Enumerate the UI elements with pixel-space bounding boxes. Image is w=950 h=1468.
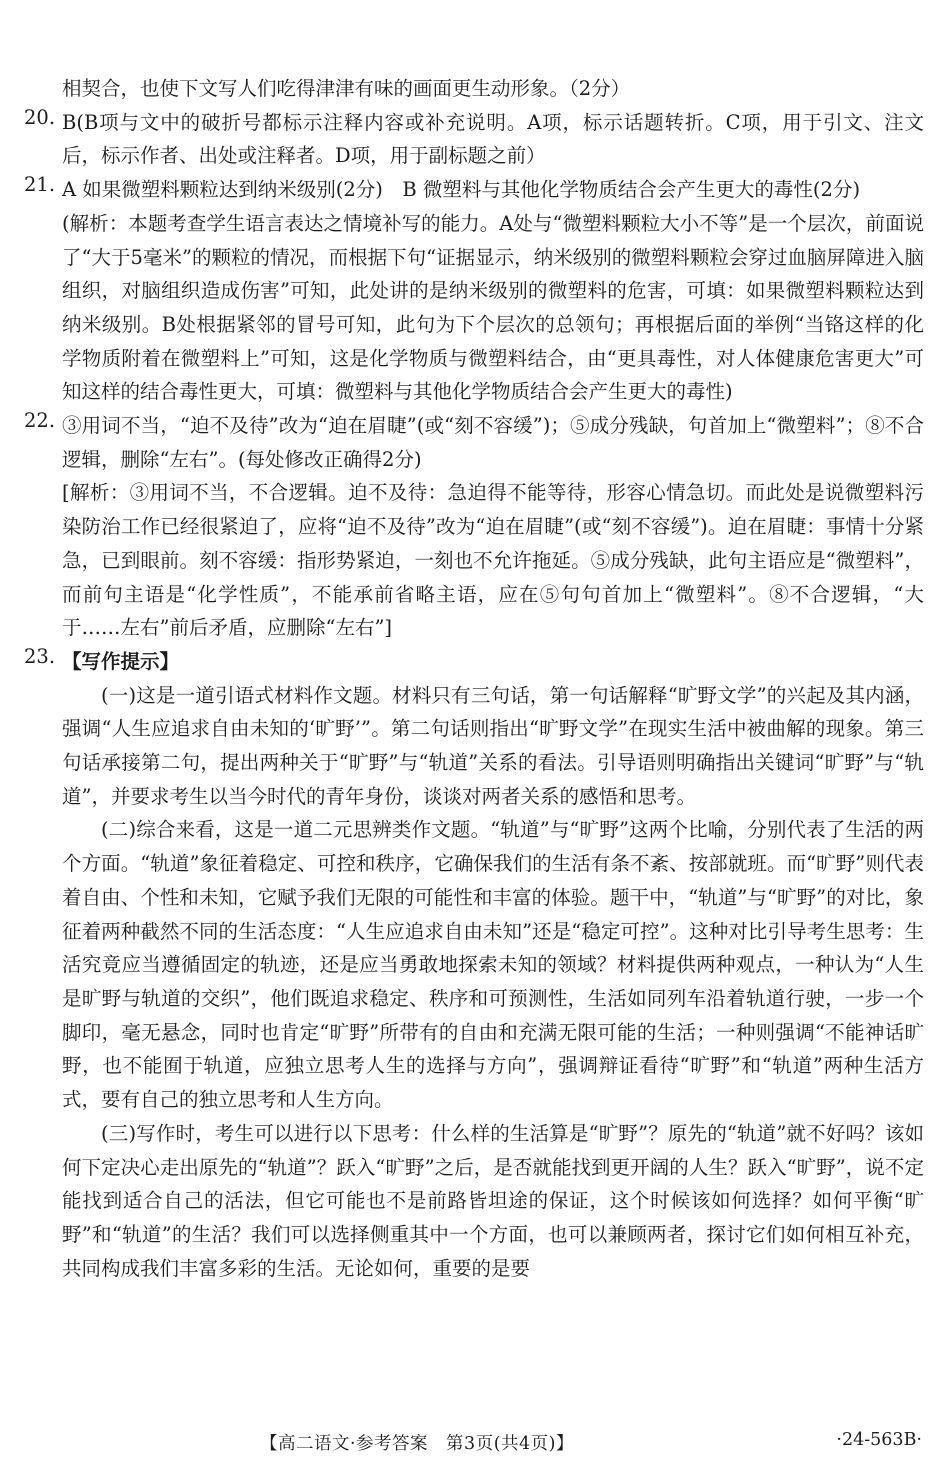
question-20 <box>24 106 924 173</box>
question-number: 20. <box>24 105 56 129</box>
question-21 <box>24 173 924 409</box>
analysis-text: [解析：③用词不当，不合逻辑。迫不及待：急迫得不能等待，形容心情急切。而此处是说微塑料污染防治工作已经很紧迫了，应将“迫不及待”改为“迫在眉睫”(或“刻不容缓”)。迫在眉睫：事情十分紧急，已到眼前。刻不容缓：指形势紧迫，一刻也不允许拖延。⑤成分残缺，此句主语应是“微塑料”，而前句主语是“化学性质”，不能承前省略主语，应在⑤句句首加上“微塑料”。⑧不合逻辑，“大于……左右”前后矛盾，应删除“左右”] <box>62 481 924 640</box>
analysis-text: (解析：本题考查学生语言表达之情境补写的能力。A处与“微塑料颗粒大小不等”是一个层次，前面说了“大于5毫米”的颗粒的情况，而根据下句“证据显示，纳米级别的微塑料颗粒会穿过血脑屏障进入脑组织，对脑组织造成伤害”可知，此处讲的是纳米级别的微塑料的危害，可填：如果微塑料颗粒达到纳米级别。B处根据紧邻的冒号可知，此句为下个层次的总领句；再根据后面的举例“当铬这样的化学物质附着在微塑料上”可知，这是化学物质与微塑料结合，由“更具毒性，对人体健康危害更大”可知这样的结合毒性更大，可填：微塑料与其他化学物质结合会产生更大的毒性) <box>62 211 924 404</box>
answer-text: ③用词不当，“迫不及待”改为“迫在眉睫”(或“刻不容缓”)；⑤成分残缺，句首加上“微塑料”；⑧不合逻辑，删除“左右”。(每处修改正确得2分) <box>62 414 924 471</box>
writing-tip-paragraph-2: (二)综合来看，这是一道二元思辨类作文题。“轨道”与“旷野”这两个比喻，分别代表了生活的两个方面。“轨道”象征着稳定、可控和秩序，它确保我们的生活有条不紊、按部就班。而“旷野”则代表着自由、个性和未知，它赋予我们无限的可能性和丰富的体验。题干中，“轨道”与“旷野”的对比，象征着两种截然不同的生活态度：“人生应追求自由未知”还是“稳定可控”。这种对比引导考生思考：生活究竟应当遵循固定的轨迹，还是应当勇敢地探索未知的领域？材料提供两种观点，一种认为“人生是旷野与轨道的交织”，他们既追求稳定、秩序和可预测性，生活如同列车沿着轨道行驶，一步一个脚印，毫无悬念，同时也肯定“旷野”所带有的自由和充满无限可能的生活；一种则强调“不能神话旷野，也不能囿于轨道，应独立思考人生的选择与方向”，强调辩证看待“旷野”和“轨道”两种生活方式，要有自己的独立思考和人生方向。 <box>62 818 924 1112</box>
paragraph-continuation: 相契合，也使下文写人们吃得津津有味的画面更生动形象。（2分） <box>62 77 631 100</box>
page-footer <box>0 1430 950 1456</box>
section-heading: 【写作提示】 <box>62 649 180 673</box>
question-number: 21. <box>24 173 56 197</box>
writing-tip-paragraph-3: (三)写作时，考生可以进行以下思考：什么样的生活算是“旷野”？原先的“轨道”就不好吗？该如何下定决心走出原先的“轨道”？跃入“旷野”之后，是否就能找到更开阔的人生？跃入“旷野”，说不定能找到适合自己的活法，但它可能也不是前路皆坦途的保证，这个时候该如何选择？如何平衡“旷野”和“轨道”的生活？我们可以选择侧重其中一个方面，也可以兼顾两者，探讨它们如何相互补充，共同构成我们丰富多彩的生活。无论如何，重要的是要 <box>62 1121 924 1280</box>
footer-code: ·24-563B· <box>836 1430 922 1450</box>
footer-page-info: 【高二语文·参考答案 第3页(共4页)】 <box>260 1434 574 1454</box>
question-23 <box>24 645 924 679</box>
question-number: 22. <box>24 409 56 433</box>
answer-text: B(B项与文中的破折号都标示注释内容或补充说明。A项，标示话题转折。C项，用于引文、注文后，标示作者、出处或注释者。D项，用于副标题之前） <box>62 110 924 168</box>
writing-tip-paragraph-1: (一)这是一道引语式材料作文题。材料只有三句话，第一句话解释“旷野文学”的兴起及其内涵，强调“人生应追求自由未知的‘旷野’”。第二句话则指出“旷野文学”在现实生活中被曲解的现象。第三句话承接第二句，提出两种关于“旷野”与“轨道”关系的看法。引导语则明确指出关键词“旷野”与“轨道”，并要求考生以当今时代的青年身份，谈谈对两者关系的感悟和思考。 <box>62 683 924 808</box>
answer-text: A 如果微塑料颗粒达到纳米级别(2分) B 微塑料与其他化学物质结合会产生更大的毒性(2分) <box>62 178 861 202</box>
question-22 <box>24 409 924 645</box>
question-number: 23. <box>24 644 56 668</box>
